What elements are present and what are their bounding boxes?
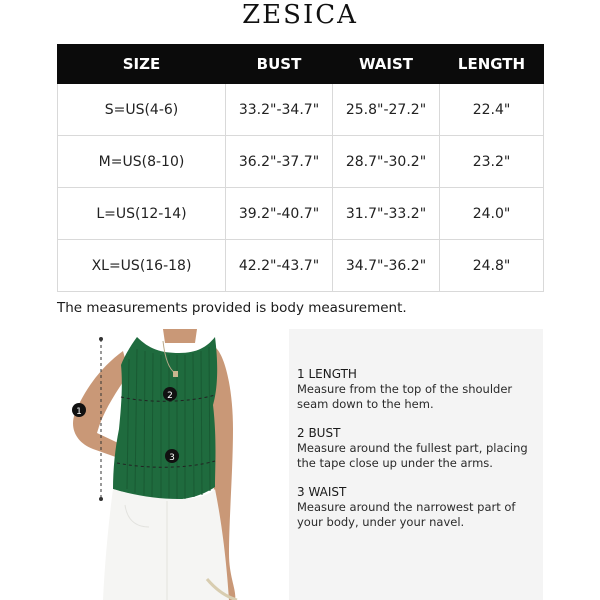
instruction-desc-line: Measure from the top of the shoulder	[297, 382, 513, 396]
cell-size: M=US(8-10)	[58, 136, 226, 188]
table-header-row	[58, 45, 544, 84]
table-row	[58, 136, 544, 188]
marker-waist-label: 3	[169, 453, 175, 463]
model-figure	[57, 329, 289, 600]
cell-length: 24.8"	[440, 240, 544, 292]
cell-bust: 39.2"-40.7"	[226, 188, 333, 240]
brand-logo: ZESICA	[242, 0, 358, 30]
marker-length-label: 1	[76, 407, 82, 417]
instruction-waist	[297, 484, 535, 530]
cell-waist: 31.7"-33.2"	[333, 188, 440, 240]
marker-bust-label: 2	[167, 391, 173, 401]
table-row	[58, 188, 544, 240]
length-end-dot	[99, 497, 103, 501]
cell-length: 22.4"	[440, 84, 544, 136]
table-row	[58, 84, 544, 136]
instruction-desc-line: Measure around the narrowest part of	[297, 500, 516, 514]
header-waist: WAIST	[333, 45, 440, 84]
marker-waist	[165, 449, 179, 463]
cell-waist: 28.7"-30.2"	[333, 136, 440, 188]
instruction-bust	[297, 425, 535, 471]
marker-length	[72, 403, 86, 417]
cell-waist: 25.8"-27.2"	[333, 84, 440, 136]
instruction-title: 1 LENGTH	[297, 367, 357, 381]
instruction-desc-line: Measure around the fullest part, placing	[297, 441, 528, 455]
instruction-title: 3 WAIST	[297, 485, 347, 499]
size-chart-table	[57, 44, 544, 292]
cell-bust: 33.2"-34.7"	[226, 84, 333, 136]
cell-length: 23.2"	[440, 136, 544, 188]
cell-length: 24.0"	[440, 188, 544, 240]
cell-waist: 34.7"-36.2"	[333, 240, 440, 292]
table-row	[58, 240, 544, 292]
instruction-desc-line: seam down to the hem.	[297, 397, 434, 411]
header-bust: BUST	[226, 45, 333, 84]
instruction-desc-line: the tape close up under the arms.	[297, 456, 493, 470]
cell-size: S=US(4-6)	[58, 84, 226, 136]
cell-size: XL=US(16-18)	[58, 240, 226, 292]
measurement-note: The measurements provided is body measurement.	[57, 300, 407, 316]
header-length: LENGTH	[440, 45, 544, 84]
instruction-desc-line: your body, under your navel.	[297, 515, 465, 529]
model-neck	[163, 329, 197, 343]
header-size: SIZE	[58, 45, 226, 84]
necklace-pendant	[173, 371, 178, 377]
instruction-length	[297, 366, 535, 412]
instruction-title: 2 BUST	[297, 426, 341, 440]
length-start-dot	[99, 337, 103, 341]
model-illustration	[57, 329, 289, 600]
cell-bust: 36.2"-37.7"	[226, 136, 333, 188]
cell-bust: 42.2"-43.7"	[226, 240, 333, 292]
cell-size: L=US(12-14)	[58, 188, 226, 240]
marker-bust	[163, 387, 177, 401]
measurement-instructions-panel	[289, 329, 543, 600]
